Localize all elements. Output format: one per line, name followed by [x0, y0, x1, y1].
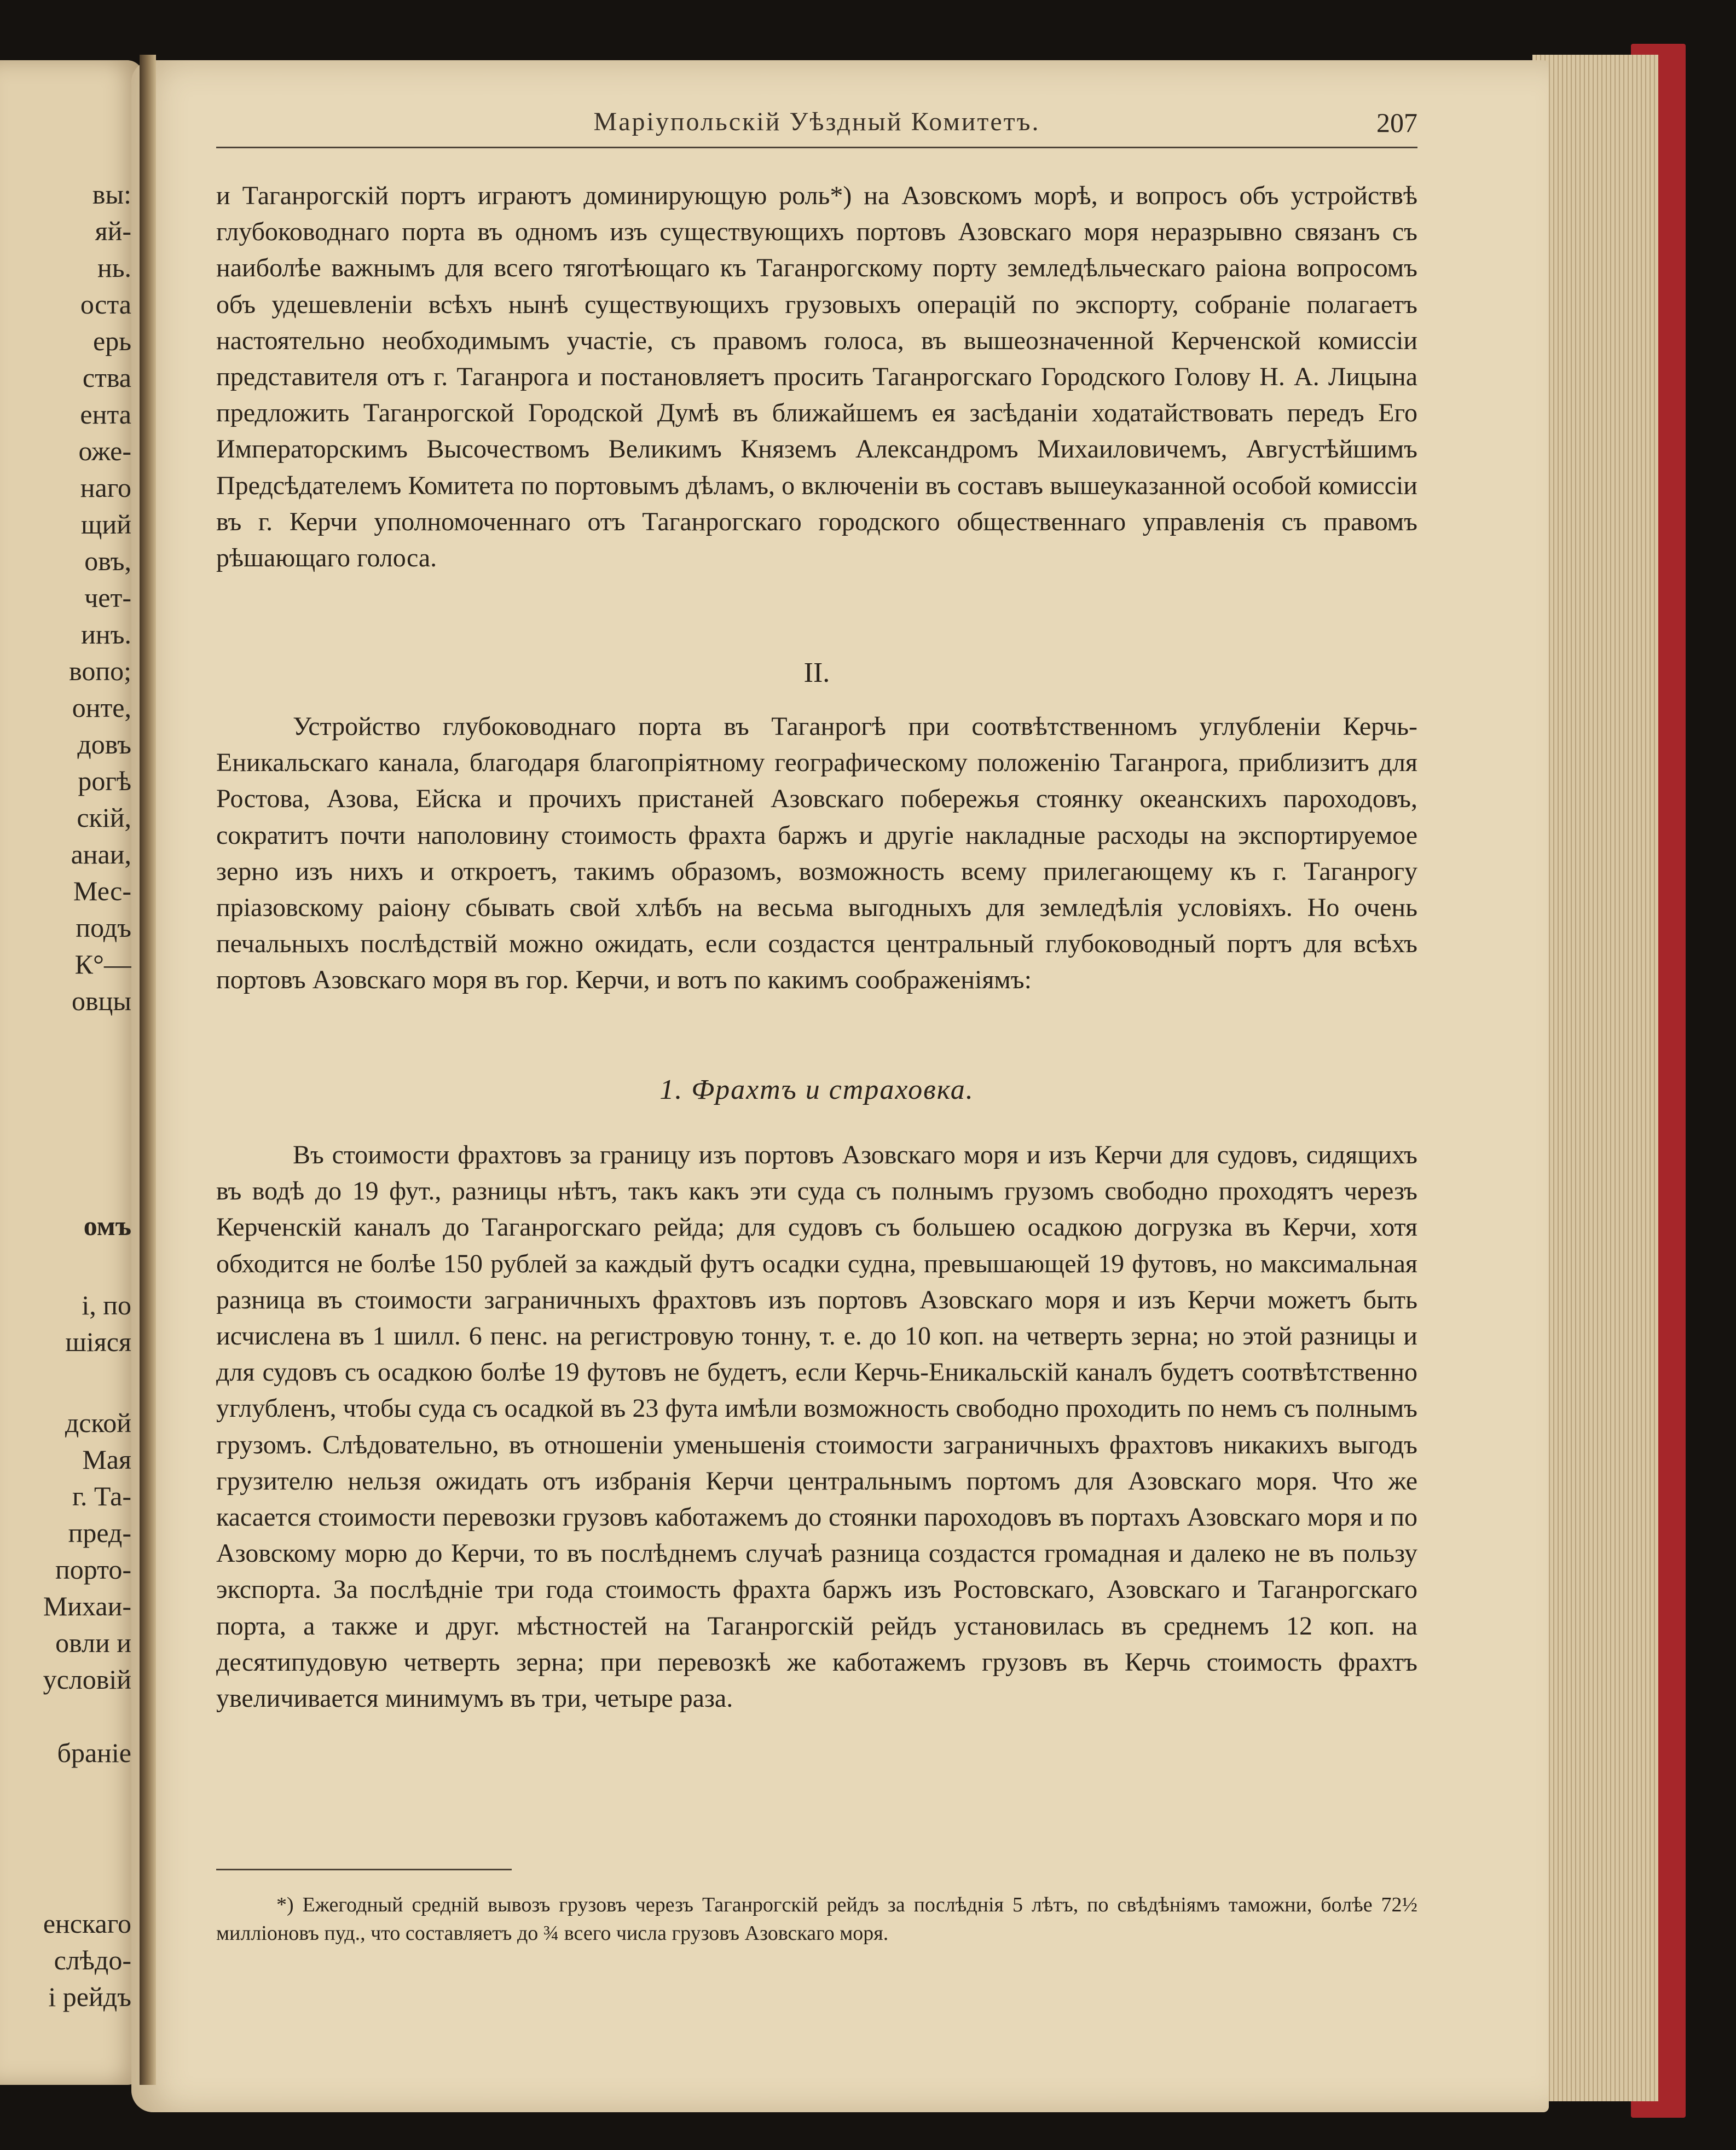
left-page-fragment: омъ	[83, 1210, 131, 1241]
left-page-fragment: шіяся	[65, 1326, 131, 1357]
left-page-fragment: довъ	[77, 729, 131, 760]
left-page-fragment: браніе	[57, 1737, 131, 1768]
left-page-fragment: рогѣ	[78, 766, 131, 796]
left-page-fragment: і рейдъ	[48, 1981, 131, 2012]
left-page-fragment: Мая	[82, 1444, 131, 1475]
running-head	[216, 101, 1417, 145]
left-page-fragment: подъ	[76, 912, 131, 943]
left-page-fragment: чет-	[84, 582, 131, 613]
paragraph-2: Устройство глубоководнаго порта въ Таганрогѣ при соотвѣтственномъ углубленіи Керчь-Еникальскаго канала, благодаря благопріятному географическому положенію Таганрога, приблизитъ для Ростова, Азова, Ейска и прочихъ пристаней Азовскаго побережья стоянку океанскихъ пароходовъ, сократитъ почти наполовину стоимость фрахта баржъ и другіе накладные расходы на экспортируемое зерно изъ нихъ и откроетъ, такимъ образомъ, возможность всему прилегающему къ г. Таганрогу пріазовскому раіону сбывать свой хлѣбъ на весьма выгодныхъ для земледѣлія условіяхъ. Но очень печальныхъ послѣдствій можно ожидать, если создастся центральный глубоководный портъ для всѣхъ портовъ Азовскаго моря въ гор. Керчи, и вотъ по какимъ соображеніямъ:	[216, 712, 1417, 995]
left-page-fragment: щий	[80, 509, 131, 540]
left-page-fragment: ерь	[93, 326, 131, 356]
left-page-fragment: онте,	[72, 692, 131, 723]
left-page-fragment: овли и	[55, 1627, 131, 1658]
section-number: II.	[803, 657, 830, 688]
left-page-fragment: оже-	[78, 436, 131, 466]
footnote: *) Ежегодный средній вывозъ грузовъ черезъ Таганрогскій рейдъ за послѣднія 5 лѣтъ, по свѣдѣніямъ таможни, болѣе 72½ милліоновъ пуд., что составляетъ до ¾ всего числа грузовъ Азовскаго моря.	[216, 1893, 1417, 1945]
running-title: Маріупольскій Уѣздный Комитетъ.	[593, 107, 1040, 136]
left-page-fragment: енскаго	[43, 1908, 131, 1939]
left-page-fragment: К°—	[74, 949, 131, 980]
left-page-fragment: вы:	[92, 179, 131, 210]
left-page-fragment: Михаи-	[43, 1591, 131, 1621]
left-page-fragment: слѣдо-	[54, 1945, 131, 1975]
left-page-fragment: вопо;	[69, 656, 131, 686]
left-page-fragment: наго	[80, 472, 131, 503]
left-page-fragment: анаи,	[71, 839, 131, 870]
page-stack-edges	[1532, 55, 1658, 2101]
left-page-fragment: оста	[80, 289, 131, 320]
left-page-fragment: овцы	[72, 986, 131, 1016]
book-gutter	[140, 55, 156, 2085]
subheading: 1. Фрахтъ и страховка.	[659, 1074, 974, 1105]
left-page	[0, 60, 143, 2085]
left-page-fragment: дской	[65, 1407, 131, 1438]
left-page-fragment: г. Та-	[72, 1481, 131, 1511]
paragraph-3: Въ стоимости фрахтовъ за границу изъ портовъ Азовскаго моря и изъ Керчи для судовъ, сидящихъ въ водѣ до 19 фут., разницы нѣтъ, такъ какъ эти суда съ полнымъ грузомъ свободно проходятъ черезъ Керченскій каналъ до Таганрогскаго рейда; для судовъ съ большею осадкою догрузка въ Керчи, хотя обходится не болѣе 150 рублей за каждый футъ осадки судна, превышающей 19 футовъ, но максимальная разница въ стоимости заграничныхъ фрахтовъ изъ портовъ Азовскаго моря и изъ Керчи можетъ быть исчислена въ 1 шилл. 6 пенс. на регистровую тонну, т. е. до 10 коп. на четверть зерна; но этой разницы и для судовъ съ осадкою болѣе 19 футовъ не будетъ, если Керчь-Еникальскій каналъ будетъ соотвѣтственно углубленъ, чтобы суда съ осадкой въ 23 фута имѣли возможность свободно проходить по немъ съ полнымъ грузомъ. Слѣдовательно, въ отношеніи уменьшенія стоимости заграничныхъ фрахтовъ никакихъ выгодъ грузителю нельзя ожидать отъ избранія Керчи центральнымъ портомъ для Азовскаго моря. Что же касается стоимости перевозки грузовъ каботажемъ до стоянки пароходовъ въ портахъ Азовскаго моря и по Азовскому морю до Керчи, то въ послѣднемъ случаѣ разница создастся громадная и далеко не въ пользу экспорта. За послѣдніе три года стоимость фрахта баржъ изъ Ростовскаго, Азовскаго и Таганрогскаго порта, а также и друг. мѣстностей на Таганрогскій рейдъ установилась въ среднемъ 12 коп. на десятипудовую четверть зерна; при перевозкѣ же каботажемъ грузовъ въ Керчь стоимость фрахтъ увеличивается минимумъ въ три, четыре раза.	[216, 1140, 1417, 1713]
left-page-fragment: ента	[80, 399, 131, 430]
left-page-fragment: условій	[43, 1664, 131, 1695]
left-page-fragment: порто-	[55, 1554, 131, 1585]
left-page-fragment: ства	[82, 362, 131, 393]
page-number: 207	[1376, 107, 1417, 138]
header-rule	[216, 147, 1417, 148]
left-page-fragment: нь.	[97, 252, 131, 283]
left-page-fragment: овъ,	[84, 546, 131, 576]
left-page-fragment: пред-	[68, 1517, 131, 1548]
paragraph-1: и Таганрогскій портъ играютъ доминирующую роль*) на Азовскомъ морѣ, и вопросъ объ устройствѣ глубоководнаго порта въ одномъ изъ существующихъ портовъ Азовскаго моря неразрывно связанъ съ наиболѣе важнымъ для всего тяготѣющаго къ Таганрогскому порту земледѣльческаго раіона вопросомъ объ удешевленіи всѣхъ нынѣ существующихъ грузовыхъ операцій по экспорту, собраніе полагаетъ настоятельно необходимымъ участіе, съ правомъ голоса, въ вышеозначенной Керченской комиссіи представителя отъ г. Таганрога и постановляетъ просить Таганрогскаго Городского Голову Н. А. Лицына предложить Таганрогской Городской Думѣ въ ближайшемъ ея засѣданіи ходатайствовать передъ Его Императорскимъ Высочествомъ Великимъ Княземъ Александромъ Михаиловичемъ, Августѣйшимъ Предсѣдателемъ Комитета по портовымъ дѣламъ, о включеніи въ составъ вышеуказанной особой комиссіи въ г. Керчи уполномоченнаго отъ Таганрогскаго городского общественнаго управленія съ правомъ рѣшающаго голоса.	[216, 181, 1417, 573]
left-page-fragment: яй-	[95, 216, 131, 246]
left-page-fragment: Мес-	[73, 876, 131, 906]
footnote-rule	[216, 1869, 512, 1870]
left-page-fragment: скій,	[77, 802, 131, 833]
left-page-fragment: і, по	[82, 1290, 131, 1320]
left-page-fragment: инъ.	[81, 619, 131, 650]
